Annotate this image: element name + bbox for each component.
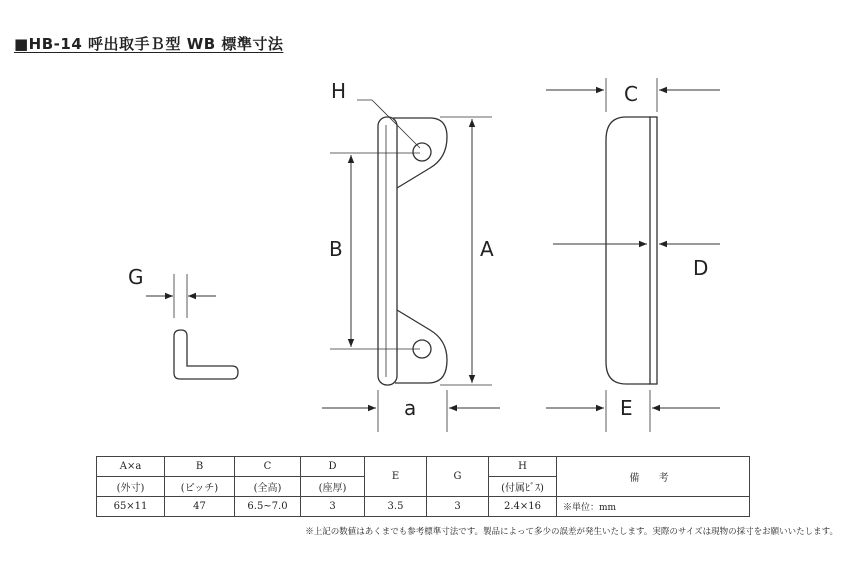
footnote: ※上記の数値はあくまでも参考標準寸法です。製品によって多少の誤差が発生いたします。実際のサイズは現物の採寸をお願いいたします。 [305, 527, 838, 537]
cell-g: 3 [427, 497, 489, 517]
label-b: B [329, 237, 343, 261]
header-c: C [235, 457, 301, 477]
header-h: H [489, 457, 557, 477]
label-a-lower: a [404, 396, 417, 420]
page-title: ■HB-14 呼出取手Ｂ型 WB 標準寸法 [14, 35, 284, 53]
subheader-d: (座厚) [301, 477, 365, 497]
subheader-axa: (外寸) [97, 477, 165, 497]
table-row [97, 497, 750, 517]
label-e: E [620, 396, 633, 420]
header-e: E [365, 457, 427, 497]
label-d: D [693, 256, 709, 280]
header-axa: A×a [97, 457, 165, 477]
side-view [546, 78, 720, 432]
header-b: B [165, 457, 235, 477]
header-g: G [427, 457, 489, 497]
cell-remarks: ※単位：mm [557, 497, 750, 517]
cell-c: 6.5~7.0 [235, 497, 301, 517]
label-g: G [128, 265, 144, 289]
cell-b: 47 [165, 497, 235, 517]
cell-e: 3.5 [365, 497, 427, 517]
subheader-h: (付属ﾋﾞｽ) [489, 477, 557, 497]
label-c: C [624, 82, 638, 106]
g-profile-view [146, 274, 238, 379]
cell-axa: 65×11 [97, 497, 165, 517]
cell-d: 3 [301, 497, 365, 517]
table-header-row [97, 457, 750, 477]
label-h: H [331, 79, 347, 103]
label-a-upper: A [480, 237, 494, 261]
subheader-b: (ピッチ) [165, 477, 235, 497]
spec-table [96, 456, 750, 517]
front-view [322, 100, 500, 432]
subheader-c: (全高) [235, 477, 301, 497]
header-d: D [301, 457, 365, 477]
cell-h: 2.4×16 [489, 497, 557, 517]
header-remarks: 備 考 [557, 457, 750, 497]
